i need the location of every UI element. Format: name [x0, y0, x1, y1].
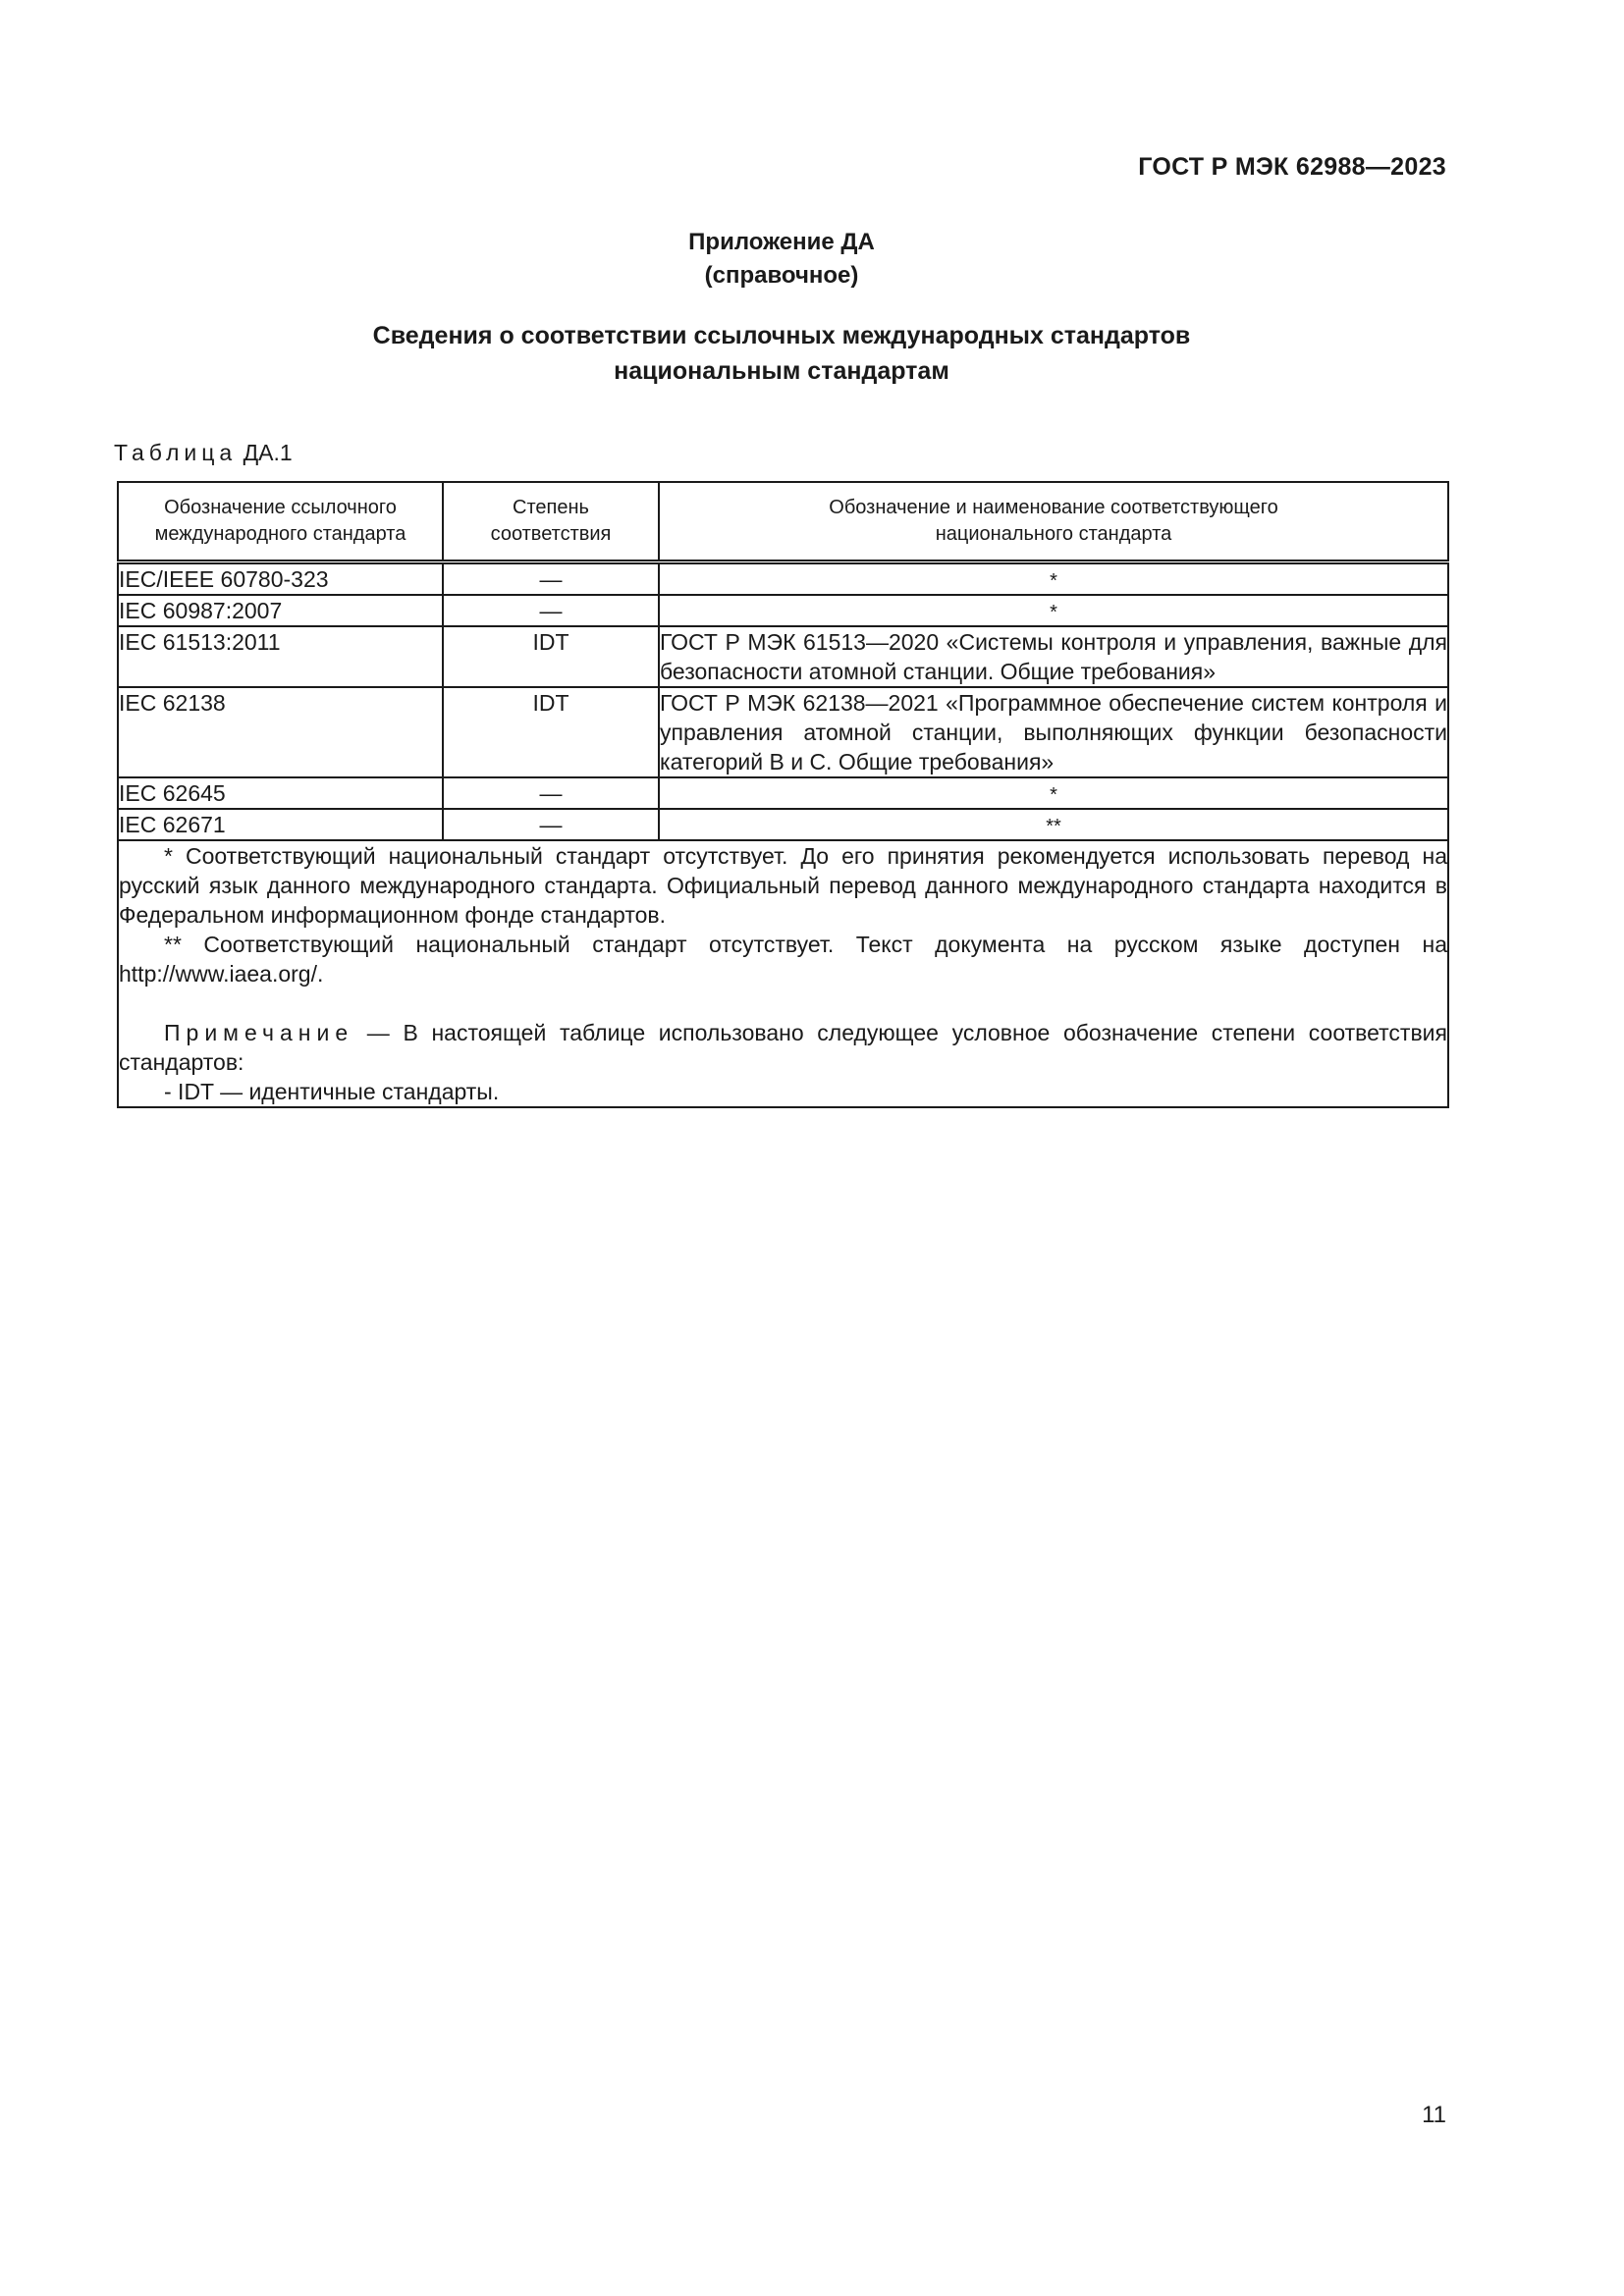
- note-item-idt: - IDT — идентичные стандарты.: [164, 1079, 500, 1104]
- note-label: Примечание: [164, 1020, 354, 1045]
- appendix-subtitle: (справочное): [704, 262, 859, 289]
- table-caption: [114, 440, 293, 466]
- header-international-standard: Обозначение ссылочного международного стандарта: [118, 482, 443, 562]
- table-row: [118, 626, 1448, 687]
- cell-national: *: [659, 562, 1448, 596]
- cell-standard: IEC 62671: [118, 809, 443, 840]
- cell-national: ГОСТ Р МЭК 62138—2021 «Программное обеспечение систем контроля и управления атомной станции, выполняющих функции безопасности категорий В и С. Общие требования»: [659, 687, 1448, 777]
- cell-standard: IEC 62645: [118, 777, 443, 809]
- document-code: ГОСТ Р МЭК 62988—2023: [1138, 153, 1446, 181]
- cell-national: *: [659, 595, 1448, 626]
- table-row: [118, 809, 1448, 840]
- cell-national: ГОСТ Р МЭК 61513—2020 «Системы контроля и управления, важные для безопасности атомной станции. Общие требования»: [659, 626, 1448, 687]
- page-number: 11: [1422, 2102, 1446, 2128]
- table-row: [118, 777, 1448, 809]
- standards-table: [117, 481, 1449, 1108]
- table-notes-row: [118, 840, 1448, 1107]
- cell-degree: —: [443, 595, 659, 626]
- section-title-line1: Сведения о соответствии ссылочных международных стандартов: [372, 322, 1191, 349]
- appendix-heading: [0, 226, 1563, 293]
- table-note: [119, 1018, 1447, 1077]
- note-text: — В настоящей таблице использовано следующее условное обозначение степени соответствия стандартов:: [119, 1020, 1447, 1075]
- section-title: [0, 318, 1563, 389]
- cell-standard: IEC/IEEE 60780-323: [118, 562, 443, 596]
- cell-degree: IDT: [443, 687, 659, 777]
- table-header-row: [118, 482, 1448, 562]
- table-notes: [118, 840, 1448, 1107]
- section-title-line2: национальным стандартам: [614, 357, 949, 385]
- table-row: [118, 595, 1448, 626]
- table-caption-number: ДА.1: [243, 440, 293, 465]
- header-national-standard: Обозначение и наименование соответствующего национального стандарта: [659, 482, 1448, 562]
- cell-degree: —: [443, 777, 659, 809]
- cell-national: **: [659, 809, 1448, 840]
- footnote-double-asterisk: ** Соответствующий национальный стандарт отсутствует. Текст документа на русском языке доступен на http://www.iaea.org/.: [119, 932, 1447, 987]
- cell-degree: —: [443, 809, 659, 840]
- table-row: [118, 562, 1448, 596]
- cell-standard: IEC 60987:2007: [118, 595, 443, 626]
- cell-degree: IDT: [443, 626, 659, 687]
- cell-standard: IEC 61513:2011: [118, 626, 443, 687]
- table-caption-word: Таблица: [114, 440, 238, 465]
- cell-degree: —: [443, 562, 659, 596]
- cell-national: *: [659, 777, 1448, 809]
- header-degree: Степень соответствия: [443, 482, 659, 562]
- cell-standard: IEC 62138: [118, 687, 443, 777]
- table-row: [118, 687, 1448, 777]
- footnote-single-asterisk: * Соответствующий национальный стандарт отсутствует. До его принятия рекомендуется использовать перевод на русский язык данного международного стандарта. Официальный перевод данного международного стандарта находится в Федеральном информационном фонде стандартов.: [119, 843, 1447, 928]
- appendix-title: Приложение ДА: [688, 229, 875, 255]
